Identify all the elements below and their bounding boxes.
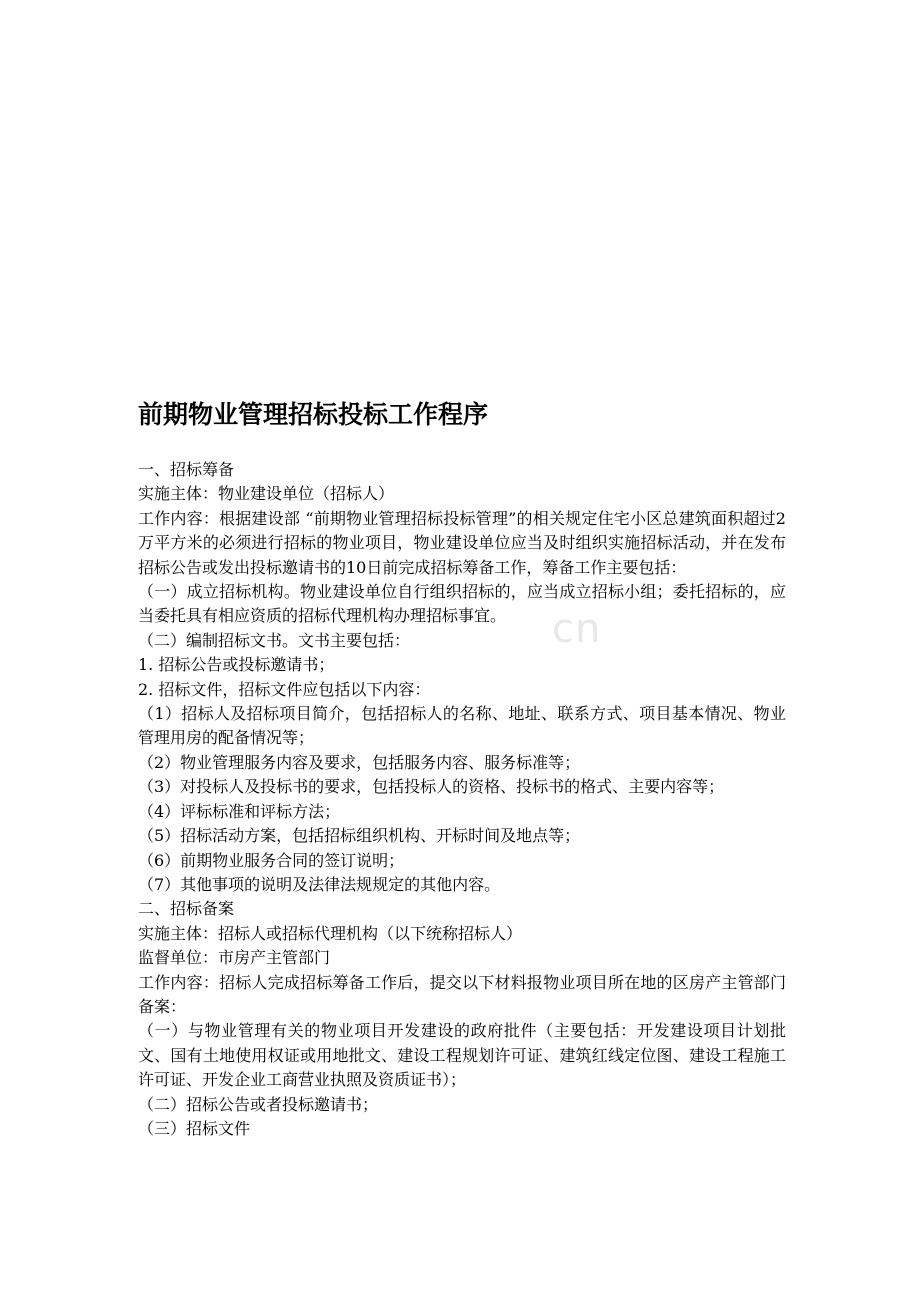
paragraph: 实施主体：招标人或招标代理机构（以下统称招标人） [138,923,523,943]
section-heading: 二、招标备案 [138,899,235,919]
paragraph: 工作内容：根据建设部 “前期物业管理招标投标管理”的相关规定住宅小区总建筑面积超过2万平方米的必须进行招标的物业项目，物业建设单位应当及时组织实施招标活动，并在发布招标公告或发出投标邀请书的10日前完成招标筹备工作，筹备工作主要包括： [138,508,786,577]
list-item: （4）评标标准和评标方法； [138,801,341,821]
list-item: （二）招标公告或者投标邀请书； [138,1094,379,1114]
paragraph: 实施主体：物业建设单位（招标人） [138,484,395,504]
list-item: （三）招标文件 [138,1118,251,1138]
list-item: 2. 招标文件，招标文件应包括以下内容： [138,679,431,699]
paragraph: 监督单位：市房产主管部门 [138,948,331,968]
list-item: （6）前期物业服务合同的签订说明； [138,850,405,870]
list-item: （2）物业管理服务内容及要求，包括服务内容、服务标准等； [138,752,581,772]
document-title: 前期物业管理招标投标工作程序 [138,400,489,429]
document-body [138,458,786,1141]
paragraph: （二）编制招标文书。文书主要包括： [138,630,411,650]
list-item: （3）对投标人及投标书的要求，包括投标人的资格、投标书的格式、主要内容等； [138,777,725,797]
paragraph: 工作内容：招标人完成招标筹备工作后，提交以下材料报物业项目所在地的区房产主管部门备案： [138,972,786,1016]
section-heading: 一、招标筹备 [138,460,235,479]
list-item: 1. 招标公告或投标邀请书； [138,655,335,675]
list-item: （一）与物业管理有关的物业项目开发建设的政府批件（主要包括：开发建设项目计划批文、国有土地使用权证或用地批文、建设工程规划许可证、建筑红线定位图、建设工程施工许可证、开发企业工商营业执照及资质证书）； [138,1021,786,1090]
watermark-text: cn [552,606,602,652]
list-item: （7）其他事项的说明及法律法规规定的其他内容。 [138,874,501,894]
list-item: （5）招标活动方案，包括招标组织机构、开标时间及地点等； [138,826,581,846]
list-item: （1）招标人及招标项目简介，包括招标人的名称、地址、联系方式、项目基本情况、物业管理用房的配备情况等； [138,704,786,748]
paragraph: （一）成立招标机构。物业建设单位自行组织招标的，应当成立招标小组；委托招标的，应当委托具有相应资质的招标代理机构办理招标事宜。 [138,582,786,626]
